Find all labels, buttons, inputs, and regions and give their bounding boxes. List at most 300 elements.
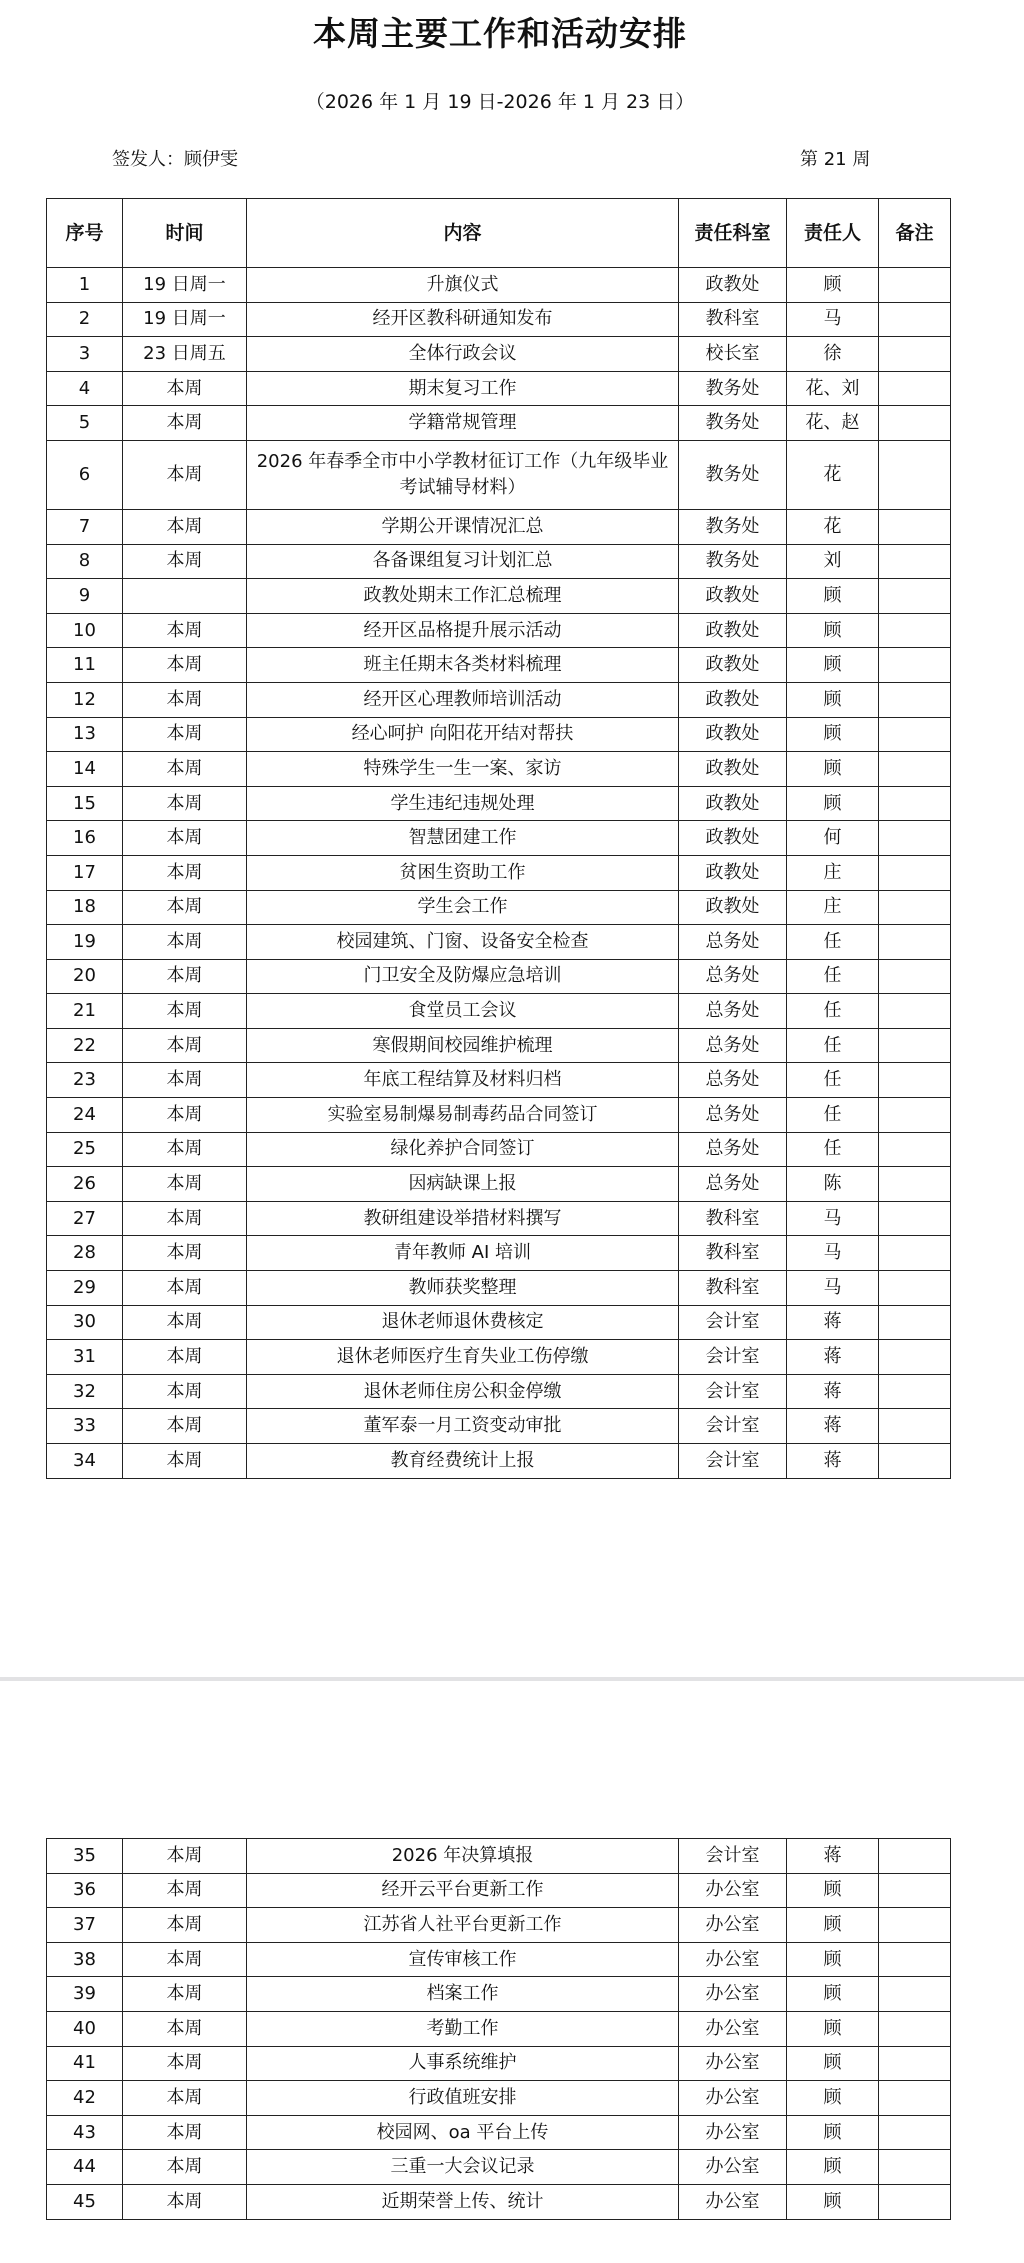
cell-person: 顾 [787, 2115, 879, 2150]
header-content: 内容 [247, 199, 679, 268]
cell-dept: 会计室 [679, 1340, 787, 1375]
cell-no: 18 [47, 890, 123, 925]
cell-content: 食堂员工会议 [247, 994, 679, 1029]
cell-no: 38 [47, 1942, 123, 1977]
table-row [47, 752, 951, 787]
table-row [47, 1236, 951, 1271]
cell-content: 学期公开课情况汇总 [247, 509, 679, 544]
table-row [47, 648, 951, 683]
cell-note [879, 752, 951, 787]
cell-no: 9 [47, 579, 123, 614]
cell-note [879, 925, 951, 960]
table-row [47, 1409, 951, 1444]
cell-dept: 教科室 [679, 1271, 787, 1306]
cell-time: 本周 [123, 890, 247, 925]
cell-dept: 政教处 [679, 682, 787, 717]
cell-dept: 政教处 [679, 752, 787, 787]
table-row [47, 925, 951, 960]
cell-no: 7 [47, 509, 123, 544]
table-row [47, 2115, 951, 2150]
cell-time: 23 日周五 [123, 337, 247, 372]
cell-dept: 教务处 [679, 509, 787, 544]
cell-no: 30 [47, 1305, 123, 1340]
cell-time: 本周 [123, 717, 247, 752]
cell-dept: 总务处 [679, 959, 787, 994]
signer-label: 签发人： [112, 149, 184, 170]
cell-person: 顾 [787, 613, 879, 648]
cell-dept: 会计室 [679, 1839, 787, 1874]
cell-no: 5 [47, 406, 123, 441]
cell-time: 本周 [123, 682, 247, 717]
cell-dept: 政教处 [679, 648, 787, 683]
cell-note [879, 1305, 951, 1340]
cell-note [879, 821, 951, 856]
cell-no: 4 [47, 371, 123, 406]
cell-note [879, 579, 951, 614]
cell-content: 经心呵护 向阳花开结对帮扶 [247, 717, 679, 752]
header-no: 序号 [47, 199, 123, 268]
cell-note [879, 2011, 951, 2046]
cell-person: 蒋 [787, 1409, 879, 1444]
cell-person: 顾 [787, 2150, 879, 2185]
table-row [47, 821, 951, 856]
cell-no: 24 [47, 1098, 123, 1133]
cell-time: 本周 [123, 406, 247, 441]
cell-no: 43 [47, 2115, 123, 2150]
cell-time: 本周 [123, 1409, 247, 1444]
cell-time: 本周 [123, 1908, 247, 1943]
cell-content: 贫困生资助工作 [247, 855, 679, 890]
cell-content: 全体行政会议 [247, 337, 679, 372]
cell-time: 本周 [123, 1305, 247, 1340]
cell-content: 青年教师 AI 培训 [247, 1236, 679, 1271]
table-row [47, 890, 951, 925]
table-row [47, 2011, 951, 2046]
cell-content: 经开区品格提升展示活动 [247, 613, 679, 648]
cell-person: 马 [787, 1271, 879, 1306]
cell-dept: 政教处 [679, 855, 787, 890]
cell-time: 本周 [123, 1271, 247, 1306]
cell-note [879, 1908, 951, 1943]
cell-time: 本周 [123, 925, 247, 960]
cell-content: 退休老师住房公积金停缴 [247, 1374, 679, 1409]
cell-note [879, 682, 951, 717]
cell-no: 32 [47, 1374, 123, 1409]
cell-no: 27 [47, 1201, 123, 1236]
table-row [47, 337, 951, 372]
cell-note [879, 890, 951, 925]
cell-dept: 总务处 [679, 1063, 787, 1098]
cell-time: 本周 [123, 2150, 247, 2185]
cell-person: 蒋 [787, 1839, 879, 1874]
table-row [47, 613, 951, 648]
cell-no: 45 [47, 2184, 123, 2219]
cell-dept: 办公室 [679, 1977, 787, 2012]
cell-no: 11 [47, 648, 123, 683]
cell-content: 行政值班安排 [247, 2081, 679, 2116]
cell-no: 40 [47, 2011, 123, 2046]
cell-content: 三重一大会议记录 [247, 2150, 679, 2185]
cell-note [879, 1444, 951, 1479]
table-row [47, 1340, 951, 1375]
cell-content: 退休老师退休费核定 [247, 1305, 679, 1340]
cell-person: 花 [787, 440, 879, 509]
cell-note [879, 440, 951, 509]
cell-dept: 办公室 [679, 2046, 787, 2081]
cell-no: 6 [47, 440, 123, 509]
date-range: （2026 年 1 月 19 日-2026 年 1 月 23 日） [305, 91, 695, 113]
cell-content: 校园网、oa 平台上传 [247, 2115, 679, 2150]
cell-dept: 总务处 [679, 1098, 787, 1133]
table-row [47, 1028, 951, 1063]
cell-time: 本周 [123, 1839, 247, 1874]
cell-time: 本周 [123, 1167, 247, 1202]
cell-person: 马 [787, 1236, 879, 1271]
cell-dept: 总务处 [679, 925, 787, 960]
cell-time [123, 579, 247, 614]
cell-content: 经开区心理教师培训活动 [247, 682, 679, 717]
cell-note [879, 1409, 951, 1444]
cell-dept: 总务处 [679, 1028, 787, 1063]
cell-no: 13 [47, 717, 123, 752]
cell-no: 42 [47, 2081, 123, 2116]
cell-person: 任 [787, 959, 879, 994]
cell-person: 顾 [787, 2081, 879, 2116]
cell-no: 33 [47, 1409, 123, 1444]
cell-person: 顾 [787, 1977, 879, 2012]
cell-dept: 教务处 [679, 440, 787, 509]
cell-content: 智慧团建工作 [247, 821, 679, 856]
cell-no: 41 [47, 2046, 123, 2081]
cell-note [879, 337, 951, 372]
cell-dept: 会计室 [679, 1305, 787, 1340]
table-row [47, 406, 951, 441]
header-person: 责任人 [787, 199, 879, 268]
cell-note [879, 544, 951, 579]
cell-note [879, 959, 951, 994]
cell-content: 绿化养护合同签订 [247, 1132, 679, 1167]
cell-time: 本周 [123, 509, 247, 544]
table-row [47, 2081, 951, 2116]
table-row [47, 1873, 951, 1908]
table-row [47, 1132, 951, 1167]
cell-note [879, 2184, 951, 2219]
cell-no: 39 [47, 1977, 123, 2012]
cell-person: 顾 [787, 2184, 879, 2219]
table-row [47, 1977, 951, 2012]
cell-person: 顾 [787, 1908, 879, 1943]
cell-dept: 政教处 [679, 268, 787, 303]
schedule-table-page-1 [46, 198, 951, 1479]
cell-time: 本周 [123, 1977, 247, 2012]
cell-time: 本周 [123, 1132, 247, 1167]
cell-person: 任 [787, 1028, 879, 1063]
cell-dept: 办公室 [679, 1873, 787, 1908]
cell-note [879, 786, 951, 821]
cell-no: 3 [47, 337, 123, 372]
cell-no: 31 [47, 1340, 123, 1375]
table-row [47, 2184, 951, 2219]
table-row [47, 1305, 951, 1340]
cell-note [879, 994, 951, 1029]
cell-content: 退休老师医疗生育失业工伤停缴 [247, 1340, 679, 1375]
cell-time: 本周 [123, 2184, 247, 2219]
cell-person: 任 [787, 994, 879, 1029]
table-row [47, 440, 951, 509]
cell-time: 本周 [123, 1444, 247, 1479]
cell-no: 28 [47, 1236, 123, 1271]
cell-time: 本周 [123, 1236, 247, 1271]
table-row [47, 1201, 951, 1236]
table-row [47, 717, 951, 752]
cell-content: 因病缺课上报 [247, 1167, 679, 1202]
cell-no: 25 [47, 1132, 123, 1167]
cell-note [879, 1167, 951, 1202]
table-row [47, 1942, 951, 1977]
cell-time: 本周 [123, 994, 247, 1029]
week-number: 第 21 周 [800, 149, 871, 170]
cell-dept: 教务处 [679, 544, 787, 579]
table-row [47, 1167, 951, 1202]
cell-content: 学籍常规管理 [247, 406, 679, 441]
cell-time: 本周 [123, 440, 247, 509]
cell-time: 本周 [123, 544, 247, 579]
cell-dept: 会计室 [679, 1374, 787, 1409]
table-row [47, 786, 951, 821]
cell-time: 本周 [123, 1873, 247, 1908]
cell-content: 董军泰一月工资变动审批 [247, 1409, 679, 1444]
table-row [47, 268, 951, 303]
cell-no: 2 [47, 302, 123, 337]
cell-person: 顾 [787, 752, 879, 787]
cell-dept: 教务处 [679, 371, 787, 406]
table-row [47, 959, 951, 994]
cell-person: 顾 [787, 268, 879, 303]
cell-time: 本周 [123, 786, 247, 821]
cell-time: 本周 [123, 1942, 247, 1977]
cell-person: 陈 [787, 1167, 879, 1202]
cell-person: 顾 [787, 717, 879, 752]
cell-note [879, 1132, 951, 1167]
cell-content: 2026 年春季全市中小学教材征订工作（九年级毕业考试辅导材料） [247, 440, 679, 509]
cell-dept: 会计室 [679, 1409, 787, 1444]
cell-no: 19 [47, 925, 123, 960]
cell-no: 37 [47, 1908, 123, 1943]
table-row [47, 544, 951, 579]
cell-time: 本周 [123, 371, 247, 406]
cell-note [879, 717, 951, 752]
cell-no: 36 [47, 1873, 123, 1908]
table-row [47, 1839, 951, 1874]
cell-no: 22 [47, 1028, 123, 1063]
cell-no: 1 [47, 268, 123, 303]
cell-note [879, 1271, 951, 1306]
cell-note [879, 1236, 951, 1271]
cell-person: 花、刘 [787, 371, 879, 406]
cell-time: 本周 [123, 1028, 247, 1063]
cell-dept: 教科室 [679, 1201, 787, 1236]
cell-time: 本周 [123, 1340, 247, 1375]
cell-time: 19 日周一 [123, 302, 247, 337]
cell-dept: 办公室 [679, 2184, 787, 2219]
cell-content: 特殊学生一生一案、家访 [247, 752, 679, 787]
cell-time: 本周 [123, 2046, 247, 2081]
cell-dept: 教科室 [679, 1236, 787, 1271]
table-row [47, 1271, 951, 1306]
cell-content: 近期荣誉上传、统计 [247, 2184, 679, 2219]
cell-no: 14 [47, 752, 123, 787]
cell-content: 班主任期末各类材料梳理 [247, 648, 679, 683]
table-row [47, 1374, 951, 1409]
table-row [47, 2150, 951, 2185]
cell-person: 蒋 [787, 1444, 879, 1479]
cell-person: 刘 [787, 544, 879, 579]
cell-time: 本周 [123, 752, 247, 787]
cell-no: 23 [47, 1063, 123, 1098]
cell-note [879, 509, 951, 544]
cell-note [879, 2150, 951, 2185]
table-row [47, 302, 951, 337]
cell-note [879, 1374, 951, 1409]
cell-person: 何 [787, 821, 879, 856]
cell-note [879, 1028, 951, 1063]
cell-no: 8 [47, 544, 123, 579]
cell-dept: 政教处 [679, 717, 787, 752]
cell-no: 12 [47, 682, 123, 717]
cell-content: 江苏省人社平台更新工作 [247, 1908, 679, 1943]
cell-dept: 政教处 [679, 613, 787, 648]
cell-note [879, 268, 951, 303]
cell-person: 顾 [787, 579, 879, 614]
cell-dept: 教务处 [679, 406, 787, 441]
cell-time: 本周 [123, 2115, 247, 2150]
cell-person: 顾 [787, 682, 879, 717]
cell-note [879, 302, 951, 337]
cell-time: 本周 [123, 2011, 247, 2046]
cell-content: 期末复习工作 [247, 371, 679, 406]
cell-content: 校园建筑、门窗、设备安全检查 [247, 925, 679, 960]
cell-person: 任 [787, 1063, 879, 1098]
cell-person: 顾 [787, 2011, 879, 2046]
table-row [47, 1098, 951, 1133]
table-header-row [47, 199, 951, 268]
cell-person: 顾 [787, 786, 879, 821]
table-row [47, 1444, 951, 1479]
cell-time: 本周 [123, 1063, 247, 1098]
cell-note [879, 406, 951, 441]
cell-time: 本周 [123, 2081, 247, 2116]
cell-content: 档案工作 [247, 1977, 679, 2012]
page-separator [0, 1677, 1024, 1681]
cell-no: 44 [47, 2150, 123, 2185]
cell-dept: 办公室 [679, 2115, 787, 2150]
table-row [47, 579, 951, 614]
cell-dept: 办公室 [679, 2011, 787, 2046]
cell-time: 本周 [123, 1374, 247, 1409]
cell-no: 15 [47, 786, 123, 821]
cell-no: 16 [47, 821, 123, 856]
cell-content: 教育经费统计上报 [247, 1444, 679, 1479]
cell-content: 教研组建设举措材料撰写 [247, 1201, 679, 1236]
cell-no: 21 [47, 994, 123, 1029]
schedule-table-page-2 [46, 1838, 951, 2220]
cell-dept: 总务处 [679, 1167, 787, 1202]
cell-person: 花 [787, 509, 879, 544]
cell-content: 实验室易制爆易制毒药品合同签订 [247, 1098, 679, 1133]
cell-person: 花、赵 [787, 406, 879, 441]
document-title: 本周主要工作和活动安排 [313, 14, 687, 53]
cell-note [879, 1063, 951, 1098]
cell-note [879, 613, 951, 648]
cell-content: 各备课组复习计划汇总 [247, 544, 679, 579]
cell-no: 17 [47, 855, 123, 890]
cell-dept: 政教处 [679, 890, 787, 925]
header-time: 时间 [123, 199, 247, 268]
cell-note [879, 2046, 951, 2081]
cell-time: 本周 [123, 1201, 247, 1236]
cell-person: 顾 [787, 2046, 879, 2081]
cell-content: 考勤工作 [247, 2011, 679, 2046]
cell-content: 经开区教科研通知发布 [247, 302, 679, 337]
cell-content: 寒假期间校园维护梳理 [247, 1028, 679, 1063]
cell-content: 学生会工作 [247, 890, 679, 925]
table-row [47, 855, 951, 890]
cell-note [879, 2081, 951, 2116]
cell-note [879, 2115, 951, 2150]
cell-dept: 会计室 [679, 1444, 787, 1479]
cell-dept: 总务处 [679, 994, 787, 1029]
cell-no: 34 [47, 1444, 123, 1479]
cell-dept: 办公室 [679, 2081, 787, 2116]
cell-time: 本周 [123, 613, 247, 648]
cell-note [879, 1977, 951, 2012]
cell-dept: 总务处 [679, 1132, 787, 1167]
cell-person: 庄 [787, 890, 879, 925]
cell-no: 29 [47, 1271, 123, 1306]
cell-person: 蒋 [787, 1305, 879, 1340]
cell-no: 20 [47, 959, 123, 994]
cell-content: 升旗仪式 [247, 268, 679, 303]
cell-person: 任 [787, 1132, 879, 1167]
signer [112, 147, 238, 173]
cell-dept: 办公室 [679, 1908, 787, 1943]
cell-dept: 政教处 [679, 786, 787, 821]
cell-dept: 政教处 [679, 579, 787, 614]
table-row [47, 1063, 951, 1098]
cell-person: 顾 [787, 1942, 879, 1977]
cell-content: 经开云平台更新工作 [247, 1873, 679, 1908]
cell-dept: 教科室 [679, 302, 787, 337]
table-row [47, 994, 951, 1029]
cell-note [879, 1839, 951, 1874]
cell-time: 本周 [123, 1098, 247, 1133]
cell-content: 年底工程结算及材料归档 [247, 1063, 679, 1098]
cell-dept: 办公室 [679, 2150, 787, 2185]
cell-person: 徐 [787, 337, 879, 372]
cell-dept: 校长室 [679, 337, 787, 372]
cell-person: 马 [787, 1201, 879, 1236]
table-row [47, 1908, 951, 1943]
cell-person: 蒋 [787, 1340, 879, 1375]
cell-content: 教师获奖整理 [247, 1271, 679, 1306]
cell-no: 26 [47, 1167, 123, 1202]
cell-note [879, 1098, 951, 1133]
cell-person: 马 [787, 302, 879, 337]
table-row [47, 509, 951, 544]
cell-person: 庄 [787, 855, 879, 890]
cell-note [879, 1942, 951, 1977]
cell-note [879, 648, 951, 683]
